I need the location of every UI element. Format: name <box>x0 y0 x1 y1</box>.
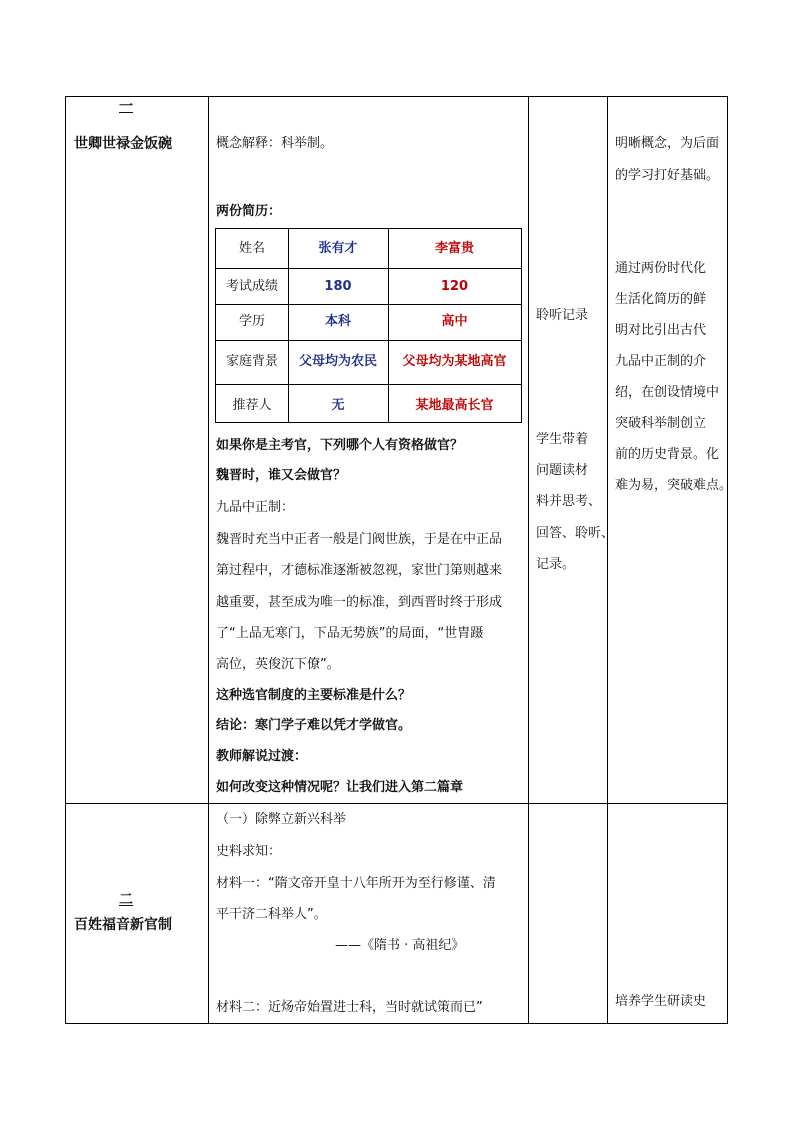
table-cell: 李富贵 <box>434 241 474 256</box>
column-divider <box>607 97 608 1023</box>
jiupin-heading: 九品中正制： <box>216 500 295 515</box>
student-activity-line: 记录。 <box>536 557 576 572</box>
row-divider <box>66 803 727 804</box>
two-resumes-label: 两份简历： <box>216 204 282 219</box>
intent-line: 培养学生研读史 <box>615 994 707 1009</box>
transition-text: 如何改变这种情况呢？让我们进入第二篇章 <box>216 780 464 795</box>
material-two: 材料二：近炀帝始置进士科，当时就试策而已” <box>216 1000 483 1015</box>
intent-line: 前的历史背景。化 <box>615 447 720 462</box>
intent-line: 绍，在创设情境中 <box>615 385 720 400</box>
material-one-source: ——《隋书 · 高祖纪》 <box>335 938 465 953</box>
question-standard: 这种选官制度的主要标准是什么？ <box>216 688 412 703</box>
paragraph-line: 魏晋时充当中正者一般是门阀世族，于是在中正品 <box>216 532 503 547</box>
intent-line: 的学习打好基础。 <box>615 168 720 183</box>
material-one-cont: 平干济二科举人”。 <box>216 907 327 922</box>
question-weijin: 魏晋时，谁又会做官？ <box>216 468 347 483</box>
intent-line: 生活化简历的鲜 <box>615 292 707 307</box>
table-cell: 某地最高长官 <box>415 398 494 413</box>
intent-line: 难为易，突破难点。 <box>615 478 733 493</box>
paragraph-line: 越重要，甚至成为唯一的标准，到西晋时终于形成 <box>216 595 503 610</box>
student-activity-line: 料并思考、 <box>536 494 602 509</box>
material-one: 材料一：“隋文帝开皇十八年所开为至行修谨、清 <box>216 876 496 891</box>
shiliao-label: 史料求知： <box>216 844 282 859</box>
intent-line: 九品中正制的介 <box>615 354 707 369</box>
table-cell: 180 <box>324 279 352 294</box>
conclusion: 结论：寒门学子难以凭才学做官。 <box>216 718 412 733</box>
intent-line: 明对比引出古代 <box>615 323 707 338</box>
column-divider <box>528 97 529 1023</box>
table-cell: 张有才 <box>318 241 358 256</box>
intent-line: 突破科举制创立 <box>615 416 707 431</box>
table-cell: 无 <box>331 398 345 413</box>
table-cell: 父母均为农民 <box>298 354 377 369</box>
paragraph-line: 第过程中，才德标准逐渐被忽视，家世门第则越来 <box>216 563 503 578</box>
table-cell: 家庭背景 <box>225 354 278 369</box>
section-two-number: 二 <box>119 892 133 908</box>
intent-line: 通过两份时代化 <box>615 261 707 276</box>
table-cell: 父母均为某地高官 <box>402 354 507 369</box>
table-cell: 本科 <box>324 314 351 329</box>
intent-line: 明晰概念，为后面 <box>615 136 720 151</box>
table-cell: 考试成绩 <box>225 279 278 294</box>
table-cell: 姓名 <box>238 241 265 256</box>
paragraph-line: 了“上品无寒门，下品无势族”的局面，“世胄蹑 <box>216 626 484 641</box>
section-two-title: 百姓福音新官制 <box>74 917 172 933</box>
table-cell: 学历 <box>238 314 265 329</box>
question-examiner: 如果你是主考官，下列哪个人有资格做官？ <box>216 438 464 453</box>
section-one-title: 世卿世禄金饭碗 <box>74 136 172 152</box>
column-divider <box>208 97 209 1023</box>
concept-explanation: 概念解释：科举制。 <box>216 136 334 151</box>
section-one-number: 一 <box>119 99 133 115</box>
table-cell: 推荐人 <box>232 398 272 413</box>
paragraph-line: 高位，英俊沉下僚”。 <box>216 657 340 672</box>
student-activity-line: 问题读材 <box>536 463 589 478</box>
table-cell: 高中 <box>441 314 468 329</box>
listen-record: 聆听记录 <box>536 308 589 323</box>
student-activity-line: 回答、聆听、 <box>536 526 615 541</box>
subsection-title: （一）除弊立新兴科举 <box>216 812 347 827</box>
student-activity-line: 学生带着 <box>536 432 589 447</box>
table-cell: 120 <box>440 279 469 294</box>
teacher-transition-label: 教师解说过渡： <box>216 749 308 764</box>
